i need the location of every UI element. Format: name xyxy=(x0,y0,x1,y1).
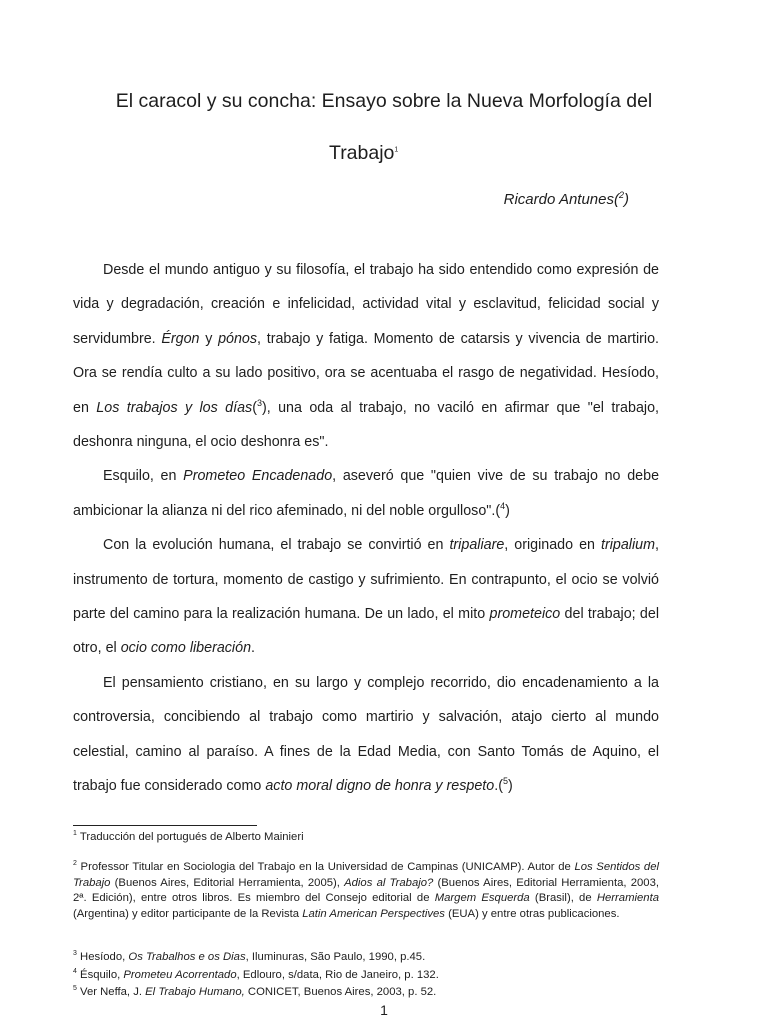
fn2-text-e: (Argentina) y editor participante de la Revista xyxy=(73,907,303,920)
fn2-title-3: Margem Esquerda xyxy=(434,892,530,904)
fn4-text-a: Ésquilo, xyxy=(76,969,124,981)
fn4-text-b: , Edlouro, s/data, Rio de Janeiro, p. 132. xyxy=(236,969,439,981)
p1-ponos: pónos xyxy=(218,330,258,347)
footnote-1 xyxy=(73,830,659,846)
paragraph-1 xyxy=(73,253,659,459)
fn5-title: El Trabajo Humano, xyxy=(145,986,245,998)
footnote-4-num: 4 xyxy=(73,968,77,976)
fn3-text-b: , Iluminuras, São Paulo, 1990, p.45. xyxy=(245,951,426,963)
fn2-text-d: (Brasil), de xyxy=(529,892,597,904)
p2-text-b: , aseveró que "quien vive de su trabajo no debe ambicionar la alianza ni del rico afeminado, ni del noble orgulloso".( xyxy=(73,468,660,519)
fn2-title-1: Los Sentidos del Trabajo xyxy=(73,861,660,889)
p2-text-c: ) xyxy=(505,502,510,519)
p3-prometeico: prometeico xyxy=(489,606,561,623)
p1-footnote-ref[interactable]: 3 xyxy=(256,397,262,408)
author-note-open: ( xyxy=(613,191,619,208)
p3-text-e: . xyxy=(251,640,255,657)
title-line-2 xyxy=(329,142,398,165)
p4-acto-moral: acto moral digno de honra y respeto xyxy=(265,778,495,795)
footnote-5 xyxy=(73,985,659,1001)
footnote-5-num: 5 xyxy=(73,985,77,993)
p1-text-b: y xyxy=(199,330,219,347)
author-line xyxy=(504,190,629,208)
fn5-text-b: CONICET, Buenos Aires, 2003, p. 52. xyxy=(244,986,437,998)
p1-text-c: , trabajo y fatiga. Momento de catarsis y vivencia de martirio. Ora se rendía culto a su lado positivo, ora se acentuaba el rasgo de negatividad. Hesíodo, en xyxy=(73,330,660,416)
p2-play-title: Prometeo Encadenado xyxy=(183,468,333,485)
p3-ocio: ocio como liberación xyxy=(120,640,252,657)
footnote-3-num: 3 xyxy=(73,950,77,958)
footnote-1-text: Traducción del portugués de Alberto Mainieri xyxy=(76,831,304,843)
fn2-title-5: Latin American Perspectives xyxy=(302,907,445,920)
fn2-text-a: Professor Titular en Sociologia del Trabajo en la Universidad de Campinas (UNICAMP). Autor de xyxy=(76,861,575,873)
author-note-close: ) xyxy=(624,191,629,208)
fn5-text-a: Ver Neffa, J. xyxy=(76,986,146,998)
p3-text-a: Con la evolución humana, el trabajo se convirtió en xyxy=(103,537,450,554)
p4-footnote-ref[interactable]: 5 xyxy=(502,776,508,787)
footnote-2-num: 2 xyxy=(73,860,77,868)
p4-text-c: ) xyxy=(507,778,513,795)
footnote-2 xyxy=(73,860,659,922)
paragraph-4 xyxy=(73,666,659,804)
fn4-title: Prometeu Acorrentado xyxy=(123,969,237,981)
author-footnote-ref[interactable]: 2 xyxy=(618,190,624,200)
p2-footnote-ref[interactable]: 4 xyxy=(500,501,506,512)
page-number: 1 xyxy=(380,1002,388,1018)
p1-text-d: ), una oda al trabajo, no vaciló en afirmar que "el trabajo, deshonra ninguna, el ocio deshonra es". xyxy=(73,399,660,451)
body-text xyxy=(73,253,659,804)
p4-text-a: El pensamiento cristiano, en su largo y complejo recorrido, dio encadenamiento a la controversia, concibiendo al trabajo como martirio y salvación, atajo cierto al mundo celestial, camino al paraíso. A fines de la Edad Media, con Santo Tomás de Aquino, el trabajo fue considerado como xyxy=(73,674,659,795)
footnote-1-num: 1 xyxy=(73,830,77,838)
footnote-3 xyxy=(73,950,659,966)
paragraph-2 xyxy=(73,459,659,528)
p1-ergon: Érgon xyxy=(161,330,200,347)
footnote-divider xyxy=(73,825,257,826)
p1-note-open: ( xyxy=(252,399,257,416)
paragraph-3 xyxy=(73,528,659,666)
footnote-4 xyxy=(73,968,659,984)
p3-text-b: , originado en xyxy=(504,537,601,554)
p1-text-a: Desde el mundo antiguo y su filosofía, el trabajo ha sido entendido como expresión de vida y degradación, creación e infelicidad, actividad vital y esclavitud, felicidad social y servidumbre. xyxy=(73,262,659,347)
p4-text-b: .( xyxy=(494,778,503,795)
p3-tripaliare: tripaliare xyxy=(449,537,505,554)
p3-text-c: , instrumento de tortura, momento de castigo y sufrimiento. En contrapunto, el ocio se volvió parte del camino para la realización humana. De un lado, el mito xyxy=(73,537,659,623)
title-line-1: El caracol y su concha: Ensayo sobre la Nueva Morfología del xyxy=(115,90,653,112)
fn2-text-b: (Buenos Aires, Editorial Herramienta, 2005), xyxy=(110,876,345,889)
fn3-title: Os Trabalhos e os Dias xyxy=(128,951,246,963)
fn3-text-a: Hesíodo, xyxy=(76,951,129,963)
p1-book-title: Los trabajos y los días xyxy=(96,399,253,416)
p3-tripalium: tripalium xyxy=(600,537,655,554)
author-name: Ricardo Antunes xyxy=(503,191,614,208)
fn2-title-2: Adios al Trabajo? xyxy=(344,876,434,889)
fn2-title-4: Herramienta xyxy=(596,892,659,904)
p3-text-d: del trabajo; del otro, el xyxy=(73,606,660,657)
p2-text-a: Esquilo, en xyxy=(103,468,184,485)
fn2-text-c: (Buenos Aires, Editorial Herramienta, 2003, 2ª. Edición), entre otros libros. Es miembro del Consejo editorial de xyxy=(73,876,659,904)
title-footnote-ref[interactable]: 1 xyxy=(394,146,399,154)
fn2-text-f: (EUA) y entre otras publicaciones. xyxy=(444,907,620,920)
title-word: Trabajo xyxy=(329,142,395,164)
